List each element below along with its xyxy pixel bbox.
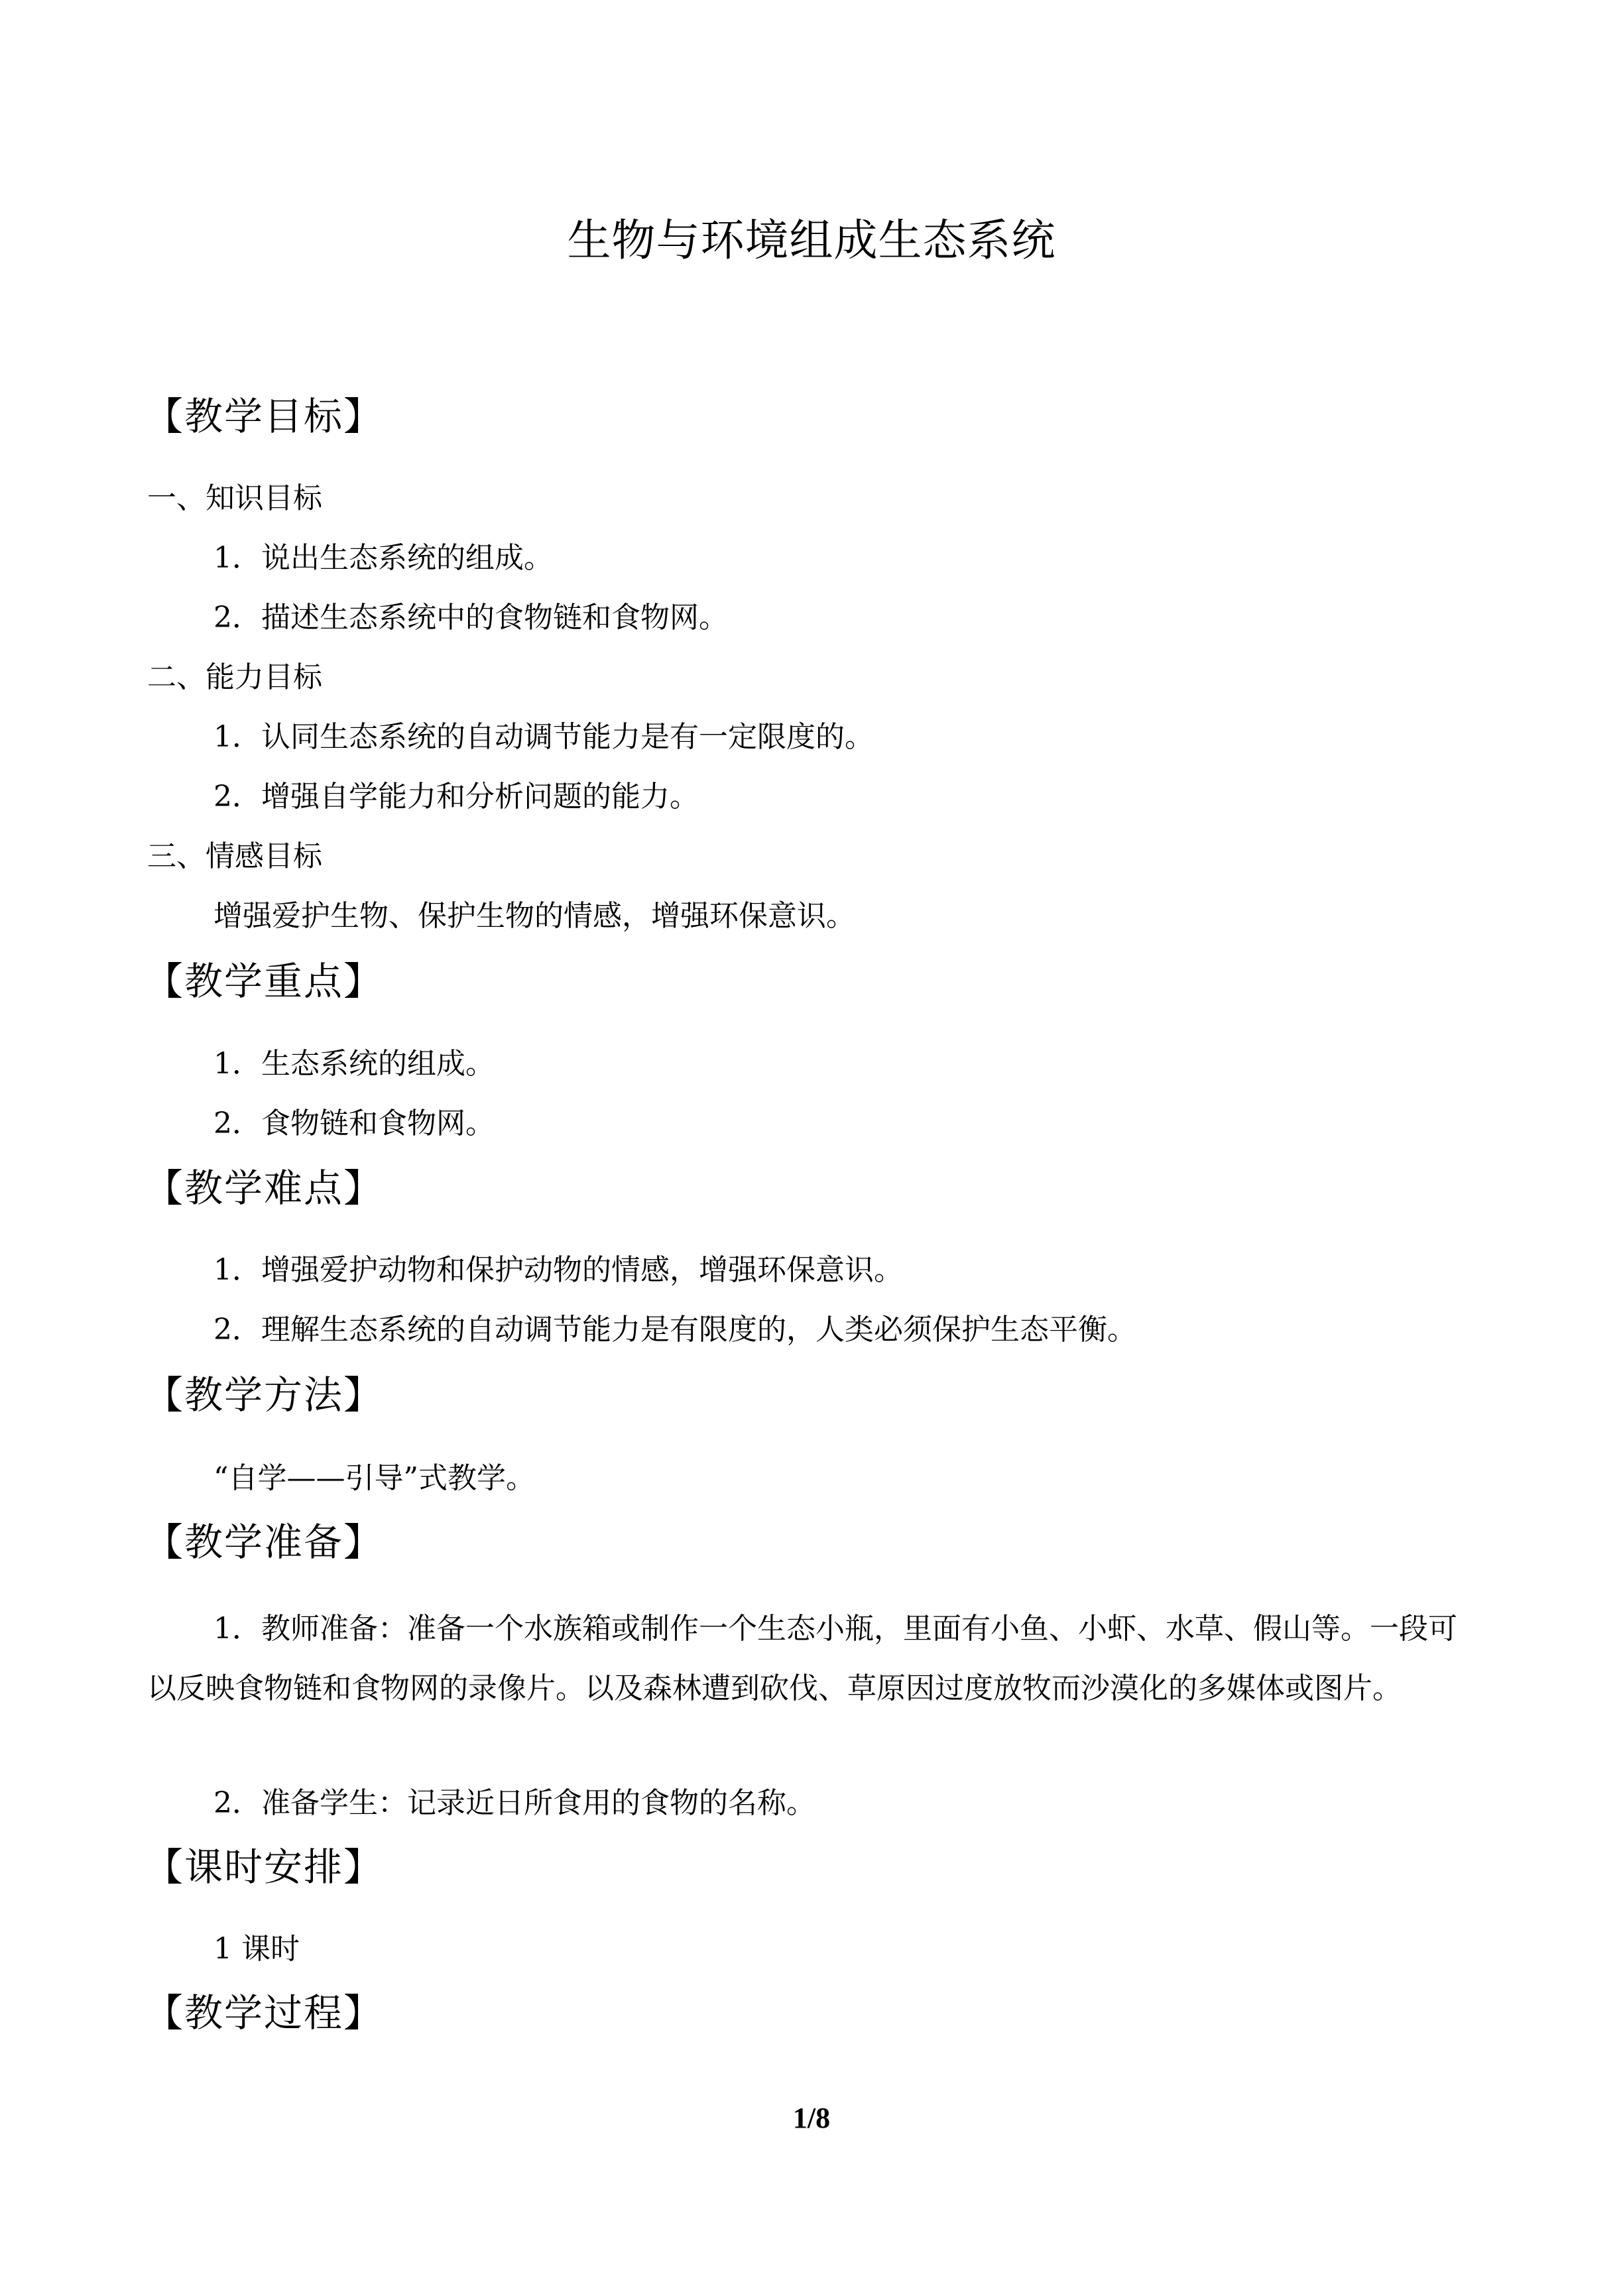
knowledge-item-2: 2．描述生态系统中的食物链和食物网。 bbox=[213, 601, 728, 634]
methods-text: “自学——引导”式教学。 bbox=[213, 1461, 535, 1495]
schedule-text: 1 课时 bbox=[213, 1932, 300, 1966]
ability-item-2: 2．增强自学能力和分析问题的能力。 bbox=[213, 780, 699, 814]
preparation-item-1: 1．教师准备：准备一个水族箱或制作一个生态小瓶，里面有小鱼、小虾、水草、假山等。一段可以反映食物链和食物网的录像片。以及森林遭到砍伐、草原因过度放牧而沙漠化的多媒体或图片。 bbox=[147, 1612, 1457, 1705]
emotion-objectives-label: 三、情感目标 bbox=[147, 839, 322, 873]
heading-methods: 【教学方法】 bbox=[145, 1372, 384, 1418]
difficulty-1: 1．增强爱护动物和保护动物的情感，增强环保意识。 bbox=[213, 1253, 903, 1287]
preparation-item-2: 2．准备学生：记录近日所食用的食物的名称。 bbox=[213, 1786, 815, 1820]
heading-schedule: 【课时安排】 bbox=[145, 1844, 384, 1890]
knowledge-objectives-label: 一、知识目标 bbox=[147, 481, 322, 515]
difficulty-2: 2．理解生态系统的自动调节能力是有限度的，人类必须保护生态平衡。 bbox=[213, 1313, 1136, 1347]
ability-objectives-label: 二、能力目标 bbox=[147, 660, 322, 694]
heading-preparation: 【教学准备】 bbox=[145, 1520, 384, 1565]
emotion-text: 增强爱护生物、保护生物的情感，增强环保意识。 bbox=[213, 899, 855, 933]
document-title: 生物与环境组成生态系统 bbox=[567, 215, 1056, 266]
heading-process: 【教学过程】 bbox=[145, 1990, 384, 2035]
knowledge-item-1: 1．说出生态系统的组成。 bbox=[213, 541, 553, 575]
ability-item-1: 1．认同生态系统的自动调节能力是有一定限度的。 bbox=[213, 720, 874, 754]
heading-objectives: 【教学目标】 bbox=[145, 394, 384, 439]
heading-key-points: 【教学重点】 bbox=[145, 959, 384, 1004]
key-point-2: 2．食物链和食物网。 bbox=[213, 1107, 495, 1140]
key-point-1: 1．生态系统的组成。 bbox=[213, 1047, 495, 1081]
heading-difficulties: 【教学难点】 bbox=[145, 1166, 384, 1211]
page-number: 1/8 bbox=[792, 2102, 831, 2134]
